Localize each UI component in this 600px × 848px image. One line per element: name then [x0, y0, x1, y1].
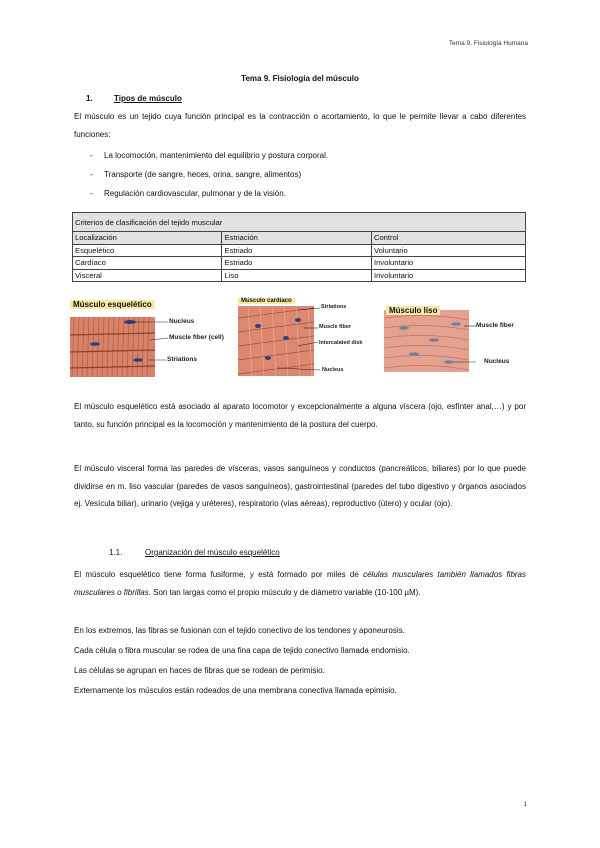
table-title: Criterios de clasificación del tejido muscular [73, 213, 526, 232]
bullet-mark: - [90, 189, 93, 198]
subsection-heading [109, 548, 280, 557]
organization-line: Externamente los músculos están rodeados de una membrana conectiva llamada epimisio. [74, 686, 397, 695]
figure-cardiac-muscle [238, 298, 370, 380]
figure-label: Intercalated disk [319, 340, 363, 346]
intro-paragraph: El músculo es un tejido cuya función principal es la contracción o acortamiento, lo que le permite llevar a cabo diferentes funciones: [74, 112, 526, 139]
section-number: 1. [86, 94, 93, 103]
list-item: - Transporte (de sangre, heces, orina, sangre, alimentos) [74, 165, 328, 184]
figure-title: Músculo liso [386, 306, 440, 315]
classification-table [72, 212, 526, 282]
running-header: Tema 9. Fisiología Humana [448, 40, 528, 47]
organization-line: En los extremos, las fibras se fusionan con el tejido conectivo de los tendones y aponeurosis. [74, 626, 405, 635]
page-number: 1 [523, 801, 527, 808]
figure-label: Nucleus [322, 367, 344, 373]
figure-title: Músculo cardíaco [238, 298, 295, 304]
figure-skeletal-muscle [70, 300, 230, 380]
figure-label: Muscle fiber [476, 322, 514, 329]
subsection-number: 1.1. [109, 548, 123, 557]
document-title: Tema 9. Fisiología del músculo [241, 74, 359, 83]
bullet-mark: - [90, 170, 93, 179]
table-row: Esquelético Estriado Voluntario [73, 244, 526, 257]
figure-label: Nucleus [169, 318, 195, 325]
figure-smooth-muscle [384, 306, 534, 372]
section-heading [86, 94, 182, 103]
organization-line: Cada célula o fibra muscular se rodea de una fina capa de tejido conectivo llamada endomisio. [74, 646, 410, 655]
skeletal-paragraph: El músculo esquelético está asociado al aparato locomotor y excepcionalmente a alguna víscera (ojo, esfínter anal,…) y por tanto, su función principal es la locomoción y mantenimiento de la postura del cuerpo. [74, 402, 526, 429]
figure-label: Muscle fiber (cell) [169, 334, 224, 341]
table-header-row: Localización Estriación Control [73, 232, 526, 245]
function-list [74, 146, 328, 203]
figure-label: Nucleus [484, 358, 510, 365]
organization-paragraph: El músculo esquelético tiene forma fusiforme, y está formado por miles de células musculares también llamados fibras musculares o fibrillas. Son tan largas como el propio músculo y de diámetro variable (10-100 µM). [74, 570, 527, 597]
organization-line: Las células se agrupan en haces de fibras que se rodean de perimisio. [74, 666, 325, 675]
list-item: - La locomoción, mantenimiento del equilibrio y postura corporal. [74, 146, 328, 165]
figure-label: Striations [321, 304, 347, 310]
figure-label: Striations [167, 356, 197, 363]
figure-title: Músculo esquelético [70, 300, 155, 309]
visceral-paragraph: El músculo visceral forma las paredes de vísceras, vasos sanguíneos y conductos (pancreáticos, biliares) por lo que puede dividirse en m. liso vascular (paredes de vasos sanguíneos), gastrointestinal (paredes del tubo digestivo y órganos asociados ej. Vesícula biliar), urinario (vejiga y uréteres), respiratorio (vías aéreas), reproductivo (útero) y ocular (ojo). [74, 464, 526, 509]
figure-label: Muscle fiber [319, 324, 352, 330]
subsection-title: Organización del músculo esquelético [145, 548, 280, 557]
bullet-mark: - [90, 151, 93, 160]
table-row: Visceral Liso Involuntario [73, 269, 526, 282]
table-row: Cardíaco Estriado Involuntario [73, 257, 526, 270]
section-title: Tipos de músculo [114, 94, 182, 103]
list-item: - Regulación cardiovascular, pulmonar y de la visión. [74, 184, 328, 203]
